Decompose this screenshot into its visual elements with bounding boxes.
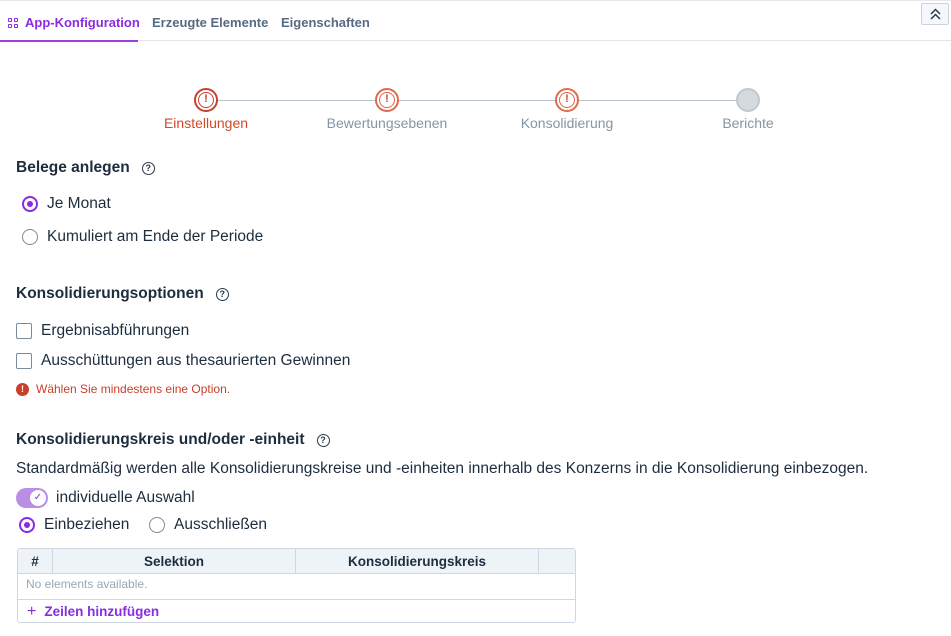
error-icon: ! xyxy=(16,383,29,396)
toggle-individuelle-auswahl[interactable] xyxy=(16,488,195,508)
radio-button[interactable] xyxy=(22,229,38,245)
step-pending-indicator xyxy=(736,88,760,112)
step-error-indicator xyxy=(375,88,399,112)
grid-icon xyxy=(8,18,18,28)
help-icon[interactable]: ? xyxy=(216,288,229,301)
help-icon[interactable]: ? xyxy=(317,434,330,447)
step-label: Einstellungen xyxy=(163,115,249,131)
section-title-kreis xyxy=(16,431,330,449)
column-header-index[interactable]: # xyxy=(18,549,53,573)
step-label: Berichte xyxy=(722,115,774,131)
plus-icon: + xyxy=(27,603,37,620)
radio-button[interactable] xyxy=(22,196,38,212)
exclamation-icon: ! xyxy=(198,92,214,108)
section-title-konsolidierungsoptionen xyxy=(16,285,229,303)
exclamation-icon: ! xyxy=(559,92,575,108)
checkbox-ergebnisabfuehrungen[interactable] xyxy=(16,322,189,340)
stepper-line xyxy=(206,100,746,101)
tab-label: Eigenschaften xyxy=(281,15,370,30)
double-chevron-up-icon xyxy=(930,8,941,20)
error-text: Wählen Sie mindestens eine Option. xyxy=(36,382,231,396)
step-error-indicator xyxy=(194,88,218,112)
tab-label: Erzeugte Elemente xyxy=(152,15,269,30)
radio-label: Einbeziehen xyxy=(44,516,130,533)
exclamation-icon: ! xyxy=(379,92,395,108)
tab-bar xyxy=(0,0,951,41)
add-rows-label: Zeilen hinzufügen xyxy=(44,604,160,619)
section-title-text: Belege anlegen xyxy=(16,159,130,176)
toggle-label: individuelle Auswahl xyxy=(56,489,195,506)
radio-button[interactable] xyxy=(19,517,35,533)
checkbox[interactable] xyxy=(16,353,32,369)
tab-app-konfiguration[interactable] xyxy=(8,1,138,41)
wizard-stepper xyxy=(150,85,810,140)
step-label: Konsolidierung xyxy=(520,115,614,131)
radio-einbeziehen[interactable] xyxy=(19,516,129,534)
add-rows-button[interactable] xyxy=(18,599,575,623)
step-berichte[interactable] xyxy=(678,88,818,131)
check-icon: ✓ xyxy=(30,490,46,506)
checkbox-ausschuettungen[interactable] xyxy=(16,352,350,370)
radio-ausschliessen[interactable] xyxy=(149,516,267,534)
collapse-button[interactable] xyxy=(921,3,949,25)
table-header xyxy=(18,549,575,574)
column-header-konsolidierungskreis[interactable]: Konsolidierungskreis xyxy=(296,549,539,573)
checkbox-label: Ausschüttungen aus thesaurierten Gewinnen xyxy=(41,352,351,369)
validation-error xyxy=(16,382,230,396)
radio-je-monat[interactable] xyxy=(22,195,111,213)
radio-kumuliert[interactable] xyxy=(22,228,263,246)
step-einstellungen[interactable] xyxy=(136,88,276,131)
section-title-text: Konsolidierungskreis und/oder -einheit xyxy=(16,431,305,448)
tab-label: App-Konfiguration xyxy=(25,15,140,30)
help-icon[interactable]: ? xyxy=(142,162,155,175)
checkbox[interactable] xyxy=(16,323,32,339)
step-bewertungsebenen[interactable] xyxy=(317,88,457,131)
empty-table-message: No elements available. xyxy=(26,577,148,591)
tab-erzeugte-elemente[interactable] xyxy=(152,1,268,41)
column-header-actions xyxy=(539,549,575,573)
radio-label: Ausschließen xyxy=(174,516,268,533)
radio-button[interactable] xyxy=(149,517,165,533)
step-label: Bewertungsebenen xyxy=(326,115,448,131)
section-title-belege xyxy=(16,159,155,177)
step-konsolidierung[interactable] xyxy=(497,88,637,131)
checkbox-label: Ergebnisabführungen xyxy=(41,322,190,339)
step-error-indicator xyxy=(555,88,579,112)
section-title-text: Konsolidierungsoptionen xyxy=(16,285,204,302)
selection-table xyxy=(17,548,576,623)
kreis-description: Standardmäßig werden alle Konsolidierungskreise und -einheiten innerhalb des Konzerns in die Konsolidierung einbezogen. xyxy=(16,460,869,477)
tab-eigenschaften[interactable] xyxy=(281,1,370,41)
radio-label: Kumuliert am Ende der Periode xyxy=(47,228,264,245)
column-header-selektion[interactable]: Selektion xyxy=(53,549,296,573)
radio-label: Je Monat xyxy=(47,195,111,212)
toggle-switch[interactable] xyxy=(16,488,48,508)
